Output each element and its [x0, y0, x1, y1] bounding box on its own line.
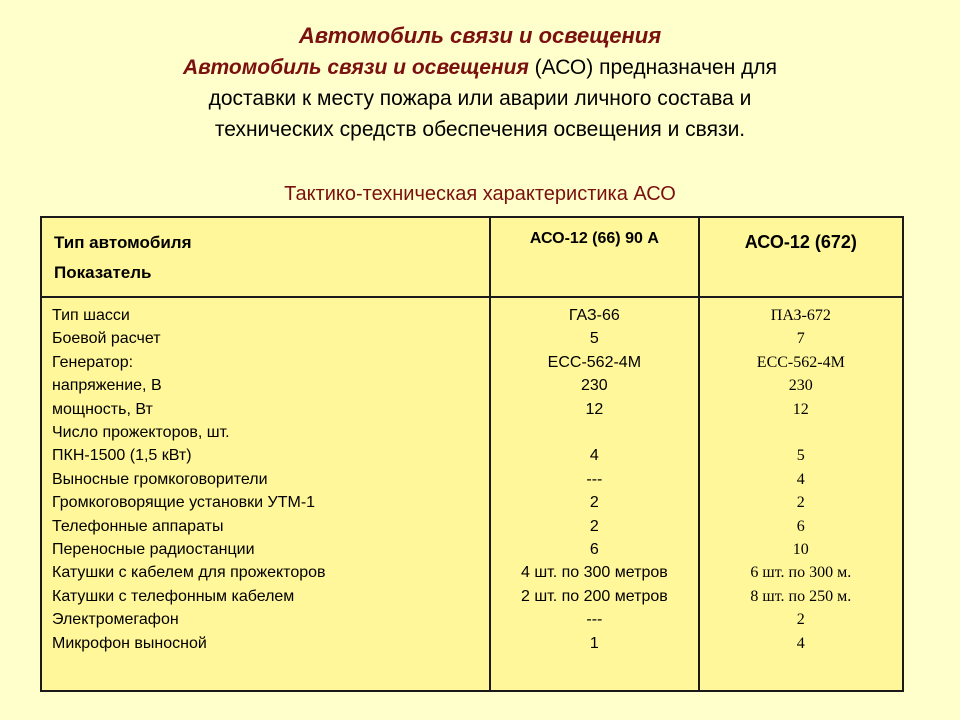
intro-paragraph — [60, 52, 900, 145]
aso12-66-value: 2 шт. по 200 метров — [520, 587, 668, 605]
header-vehicle-type: Тип автомобиля — [54, 233, 192, 252]
header-label-cell — [41, 217, 490, 297]
indicator-label: Громкоговорящие установки УТМ-1 — [52, 494, 316, 512]
slide-title: Автомобиль связи и освещения — [298, 23, 662, 48]
specs-table — [40, 216, 904, 692]
indicator-label: Микрофон выносной — [52, 634, 207, 652]
aso12-66-value: 1 — [589, 634, 599, 652]
indicator-label: ПКН-1500 (1,5 кВт) — [52, 447, 192, 465]
aso12-672-value: 8 шт. по 250 м. — [750, 587, 852, 605]
aso12-672-value: 10 — [792, 541, 809, 559]
indicator-label: Выносные громкоговорители — [52, 470, 268, 488]
aso12-672-value: 6 шт. по 300 м. — [750, 564, 852, 582]
intro-line-2: доставки к месту пожара или аварии личного состава и — [208, 87, 752, 110]
indicator-label: Генератор: — [52, 353, 134, 371]
aso12-66-value: ГАЗ-66 — [568, 307, 620, 324]
aso12-672-value: 2 — [796, 494, 805, 512]
table-body-row — [41, 297, 903, 691]
aso12-672-value: 4 — [796, 470, 805, 488]
header-indicator: Показатель — [54, 263, 152, 282]
aso12-672-value: 4 — [796, 634, 805, 652]
aso12-672-values-column — [699, 297, 903, 691]
indicator-label: Электромегафон — [52, 611, 179, 629]
table-header-row — [41, 217, 903, 297]
aso12-66-value: --- — [586, 470, 603, 488]
aso12-66-value: 4 шт. по 300 метров — [520, 564, 668, 582]
header-col-aso12-66: АСО-12 (66) 90 А — [490, 217, 698, 297]
header-col-aso12-672: АСО-12 (672) — [699, 217, 903, 297]
indicator-label: мощность, Вт — [52, 400, 153, 418]
aso12-672-value: 7 — [796, 330, 805, 348]
indicator-label: напряжение, В — [52, 377, 162, 395]
aso12-672-value: ПАЗ-672 — [770, 307, 831, 324]
indicator-label: Катушки с кабелем для прожекторов — [52, 564, 326, 582]
indicator-label: Переносные радиостанции — [52, 541, 255, 559]
aso12-66-value: 5 — [589, 330, 599, 348]
aso12-66-value — [491, 421, 697, 444]
intro-term: Автомобиль связи и освещения — [182, 56, 529, 79]
aso12-672-value: ЕСС-562-4М — [756, 353, 845, 371]
aso12-66-value: --- — [586, 611, 603, 629]
indicator-label: Боевой расчет — [52, 330, 161, 348]
aso12-672-value: 230 — [788, 377, 813, 395]
intro-line-1 — [60, 52, 900, 83]
aso12-66-value: 2 — [589, 494, 599, 512]
indicator-label: Катушки с телефонным кабелем — [52, 587, 295, 605]
aso12-672-value — [700, 421, 902, 444]
aso12-66-value: ЕСС-562-4М — [547, 353, 642, 371]
aso12-66-value: 6 — [589, 541, 599, 559]
intro-line-3: технических средств обеспечения освещения и связи. — [214, 118, 746, 141]
aso12-672-value: 6 — [796, 517, 805, 535]
aso12-672-value: 2 — [796, 611, 805, 629]
indicator-label: Тип шасси — [52, 307, 130, 324]
aso12-672-value: 5 — [796, 447, 805, 465]
indicator-label: Число прожекторов, шт. — [52, 424, 230, 442]
table-caption: Тактико-техническая характеристика АСО — [284, 183, 676, 205]
indicators-column — [41, 297, 490, 691]
aso12-672-value: 12 — [792, 400, 809, 418]
aso12-66-value: 230 — [581, 377, 608, 395]
intro-text-1: (АСО) предназначен для — [528, 56, 778, 79]
indicator-label: Телефонные аппараты — [52, 517, 224, 535]
aso12-66-value: 12 — [585, 400, 604, 418]
aso12-66-values-column — [490, 297, 698, 691]
aso12-66-value: 2 — [589, 517, 599, 535]
aso12-66-value: 4 — [589, 447, 599, 465]
